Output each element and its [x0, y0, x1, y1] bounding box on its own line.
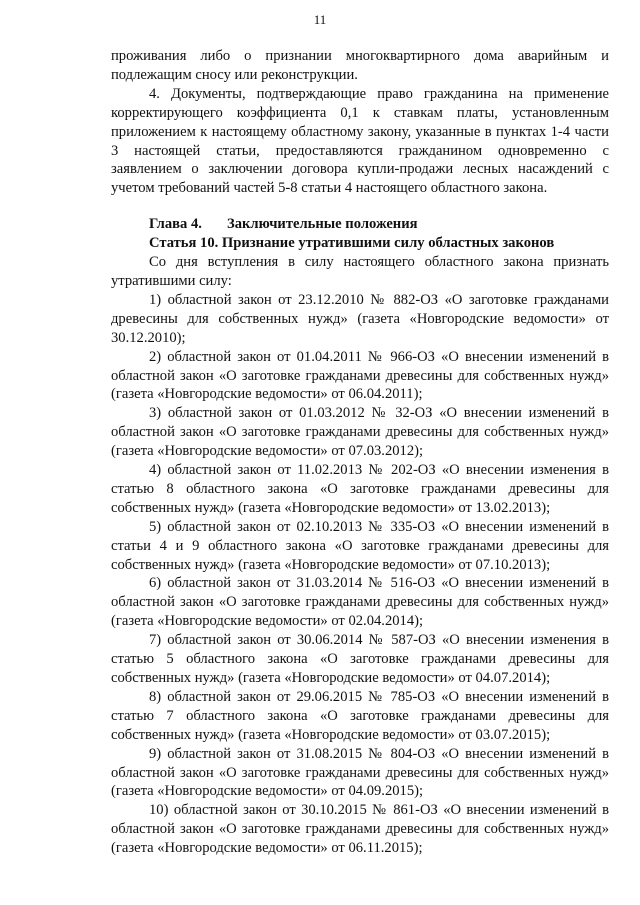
list-item: 10) областной закон от 30.10.2015 № 861-ОЗ «О внесении изменений в областной закон «О заготовке гражданами древесины для собственных нужд» (газета «Новгородские ведомости» от 06.11.2015);: [111, 802, 609, 857]
article-heading: Статья 10. Признание утратившими силу областных законов: [149, 235, 555, 252]
article-intro: Со дня вступления в силу настоящего областного закона признать утратившими силу:: [111, 254, 609, 289]
list-item: 7) областной закон от 30.06.2014 № 587-ОЗ «О внесении изменения в статью 5 областного закона «О заготовке гражданами древесины для собственных нужд» (газета «Новгородские ведомости» от 04.07.2014);: [111, 632, 609, 686]
chapter-number: Глава 4.: [149, 216, 202, 233]
paragraph-continuation: проживания либо о признании многоквартирного дома аварийным и подлежащим сносу или реконструкции.: [111, 48, 609, 83]
list-item: 9) областной закон от 31.08.2015 № 804-ОЗ «О внесении изменений в областной закон «О заготовке гражданами древесины для собственных нужд» (газета «Новгородские ведомости» от 04.09.2015);: [111, 745, 609, 800]
list-item: 4) областной закон от 11.02.2013 № 202-ОЗ «О внесении изменения в статью 8 областного закона «О заготовке гражданами древесины для собственных нужд» (газета «Новгородские ведомости» от 13.02.2013);: [111, 462, 609, 516]
paragraph-4: 4. Документы, подтверждающие право гражданина на применение корректирующего коэффициента 0,1 к ставкам платы, установленным приложением к настоящему областному закону, указанные в пунктах 1-4 части 3 настоящей статьи, предоставляются гражданином одновременно с заявлением о заключении договора купли-продажи лесных насаждений с учетом требований частей 5-8 статьи 4 настоящего областного закона.: [111, 85, 609, 197]
document-body: [111, 47, 609, 858]
list-item: 1) областной закон от 23.12.2010 № 882-ОЗ «О заготовке гражданами древесины для собственных нужд» (газета «Новгородские ведомости» от 30.12.2010);: [111, 291, 609, 346]
chapter-heading: [111, 215, 609, 234]
list-item: 6) областной закон от 31.03.2014 № 516-ОЗ «О внесении изменений в областной закон «О заготовке гражданами древесины для собственных нужд» (газета «Новгородские ведомости» от 02.04.2014);: [111, 575, 609, 630]
page-number: 11: [313, 12, 327, 27]
chapter-title: Заключительные положения: [227, 216, 418, 233]
list-item: 3) областной закон от 01.03.2012 № 32-ОЗ «О внесении изменений в областной закон «О заготовке гражданами древесины для собственных нужд» (газета «Новгородские ведомости» от 07.03.2012);: [111, 405, 609, 460]
list-item: 8) областной закон от 29.06.2015 № 785-ОЗ «О внесении изменений в статью 7 областного закона «О заготовке гражданами древесины для собственных нужд» (газета «Новгородские ведомости» от 03.07.2015);: [111, 688, 609, 743]
list-item: 5) областной закон от 02.10.2013 № 335-ОЗ «О внесении изменений в статьи 4 и 9 областного закона «О заготовке гражданами древесины для собственных нужд» (газета «Новгородские ведомости» от 07.10.2013);: [111, 518, 609, 573]
list-item: 2) областной закон от 01.04.2011 № 966-ОЗ «О внесении изменений в областной закон «О заготовке гражданами древесины для собственных нужд» (газета «Новгородские ведомости» от 06.04.2011);: [111, 348, 609, 403]
